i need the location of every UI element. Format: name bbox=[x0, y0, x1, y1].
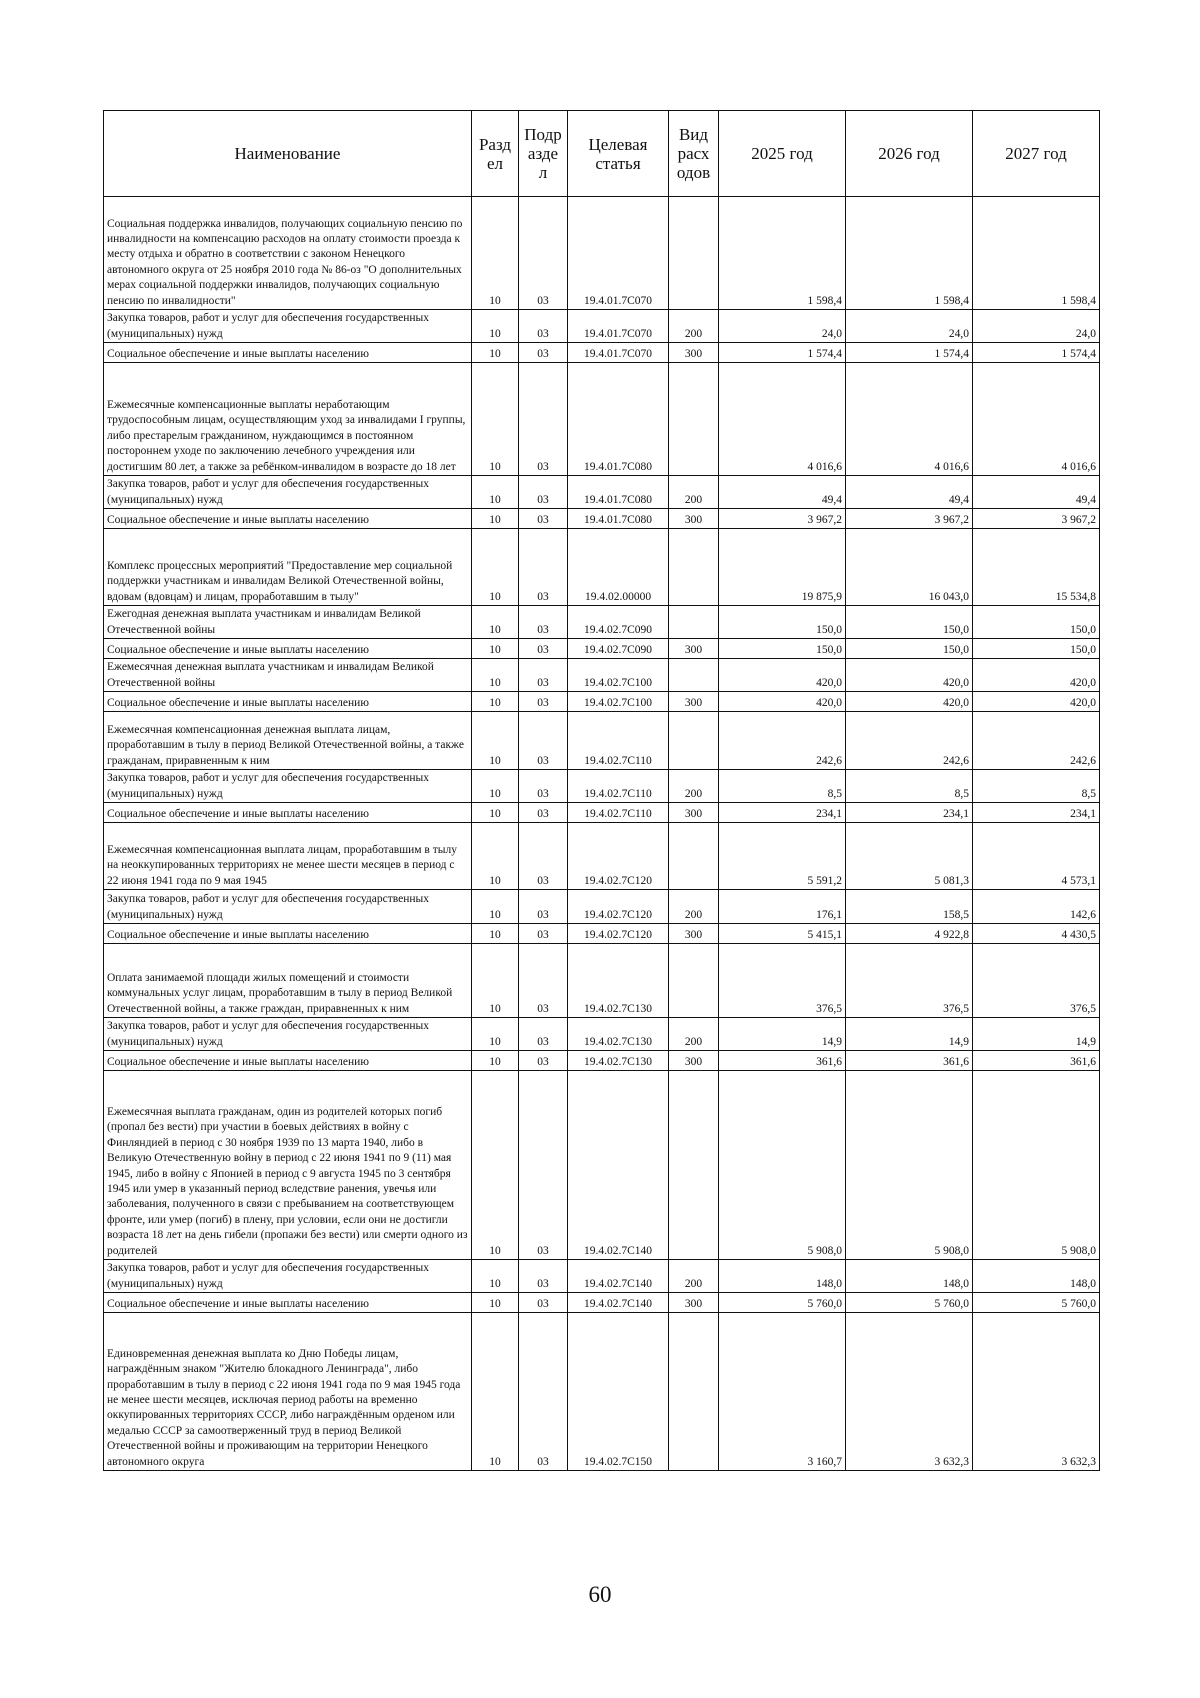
cell-target: 19.4.02.7С130 bbox=[568, 1051, 669, 1071]
cell-2027: 420,0 bbox=[973, 659, 1100, 692]
table-header-row bbox=[104, 111, 1100, 197]
cell-section: 10 bbox=[472, 1018, 519, 1051]
table-row bbox=[104, 1313, 1100, 1471]
cell-expense-type: 300 bbox=[669, 924, 719, 944]
cell-subsection: 03 bbox=[519, 1071, 568, 1260]
cell-section: 10 bbox=[472, 944, 519, 1018]
cell-target: 19.4.01.7С070 bbox=[568, 197, 669, 310]
cell-subsection: 03 bbox=[519, 606, 568, 639]
cell-target: 19.4.02.7С140 bbox=[568, 1260, 669, 1293]
cell-name: Ежемесячная компенсационная денежная выплата лицам, проработавшим в тылу в период Великой Отечественной войны, а также гражданам, приравненным к ним bbox=[104, 712, 472, 770]
cell-2026: 150,0 bbox=[846, 639, 973, 659]
cell-2027: 24,0 bbox=[973, 310, 1100, 343]
cell-name: Комплекс процессных мероприятий "Предоставление мер социальной поддержки участникам и инвалидам Великой Отечественной войны, вдовам (вдовцам) и лицам, проработавшим в тылу" bbox=[104, 529, 472, 606]
cell-expense-type bbox=[669, 197, 719, 310]
table-row bbox=[104, 476, 1100, 509]
table-row bbox=[104, 770, 1100, 803]
cell-2026: 1 598,4 bbox=[846, 197, 973, 310]
table-row bbox=[104, 509, 1100, 529]
cell-2027: 1 598,4 bbox=[973, 197, 1100, 310]
cell-2026: 3 967,2 bbox=[846, 509, 973, 529]
cell-subsection: 03 bbox=[519, 823, 568, 890]
table-row bbox=[104, 823, 1100, 890]
cell-subsection: 03 bbox=[519, 1018, 568, 1051]
cell-2027: 142,6 bbox=[973, 890, 1100, 924]
cell-2026: 4 016,6 bbox=[846, 363, 973, 476]
cell-subsection: 03 bbox=[519, 944, 568, 1018]
cell-2027: 5 760,0 bbox=[973, 1293, 1100, 1313]
cell-target: 19.4.02.00000 bbox=[568, 529, 669, 606]
cell-2027: 4 573,1 bbox=[973, 823, 1100, 890]
cell-2027: 3 967,2 bbox=[973, 509, 1100, 529]
cell-section: 10 bbox=[472, 924, 519, 944]
cell-target: 19.4.02.7С120 bbox=[568, 890, 669, 924]
cell-2027: 148,0 bbox=[973, 1260, 1100, 1293]
table-row bbox=[104, 712, 1100, 770]
cell-target: 19.4.02.7С150 bbox=[568, 1313, 669, 1471]
cell-subsection: 03 bbox=[519, 310, 568, 343]
cell-subsection: 03 bbox=[519, 639, 568, 659]
cell-2027: 242,6 bbox=[973, 712, 1100, 770]
cell-section: 10 bbox=[472, 659, 519, 692]
cell-expense-type: 200 bbox=[669, 476, 719, 509]
cell-subsection: 03 bbox=[519, 343, 568, 363]
table-row bbox=[104, 1071, 1100, 1260]
cell-subsection: 03 bbox=[519, 770, 568, 803]
cell-subsection: 03 bbox=[519, 803, 568, 823]
cell-2027: 150,0 bbox=[973, 639, 1100, 659]
cell-section: 10 bbox=[472, 712, 519, 770]
cell-target: 19.4.02.7С100 bbox=[568, 659, 669, 692]
cell-subsection: 03 bbox=[519, 197, 568, 310]
table-row bbox=[104, 529, 1100, 606]
cell-name: Социальное обеспечение и иные выплаты населению bbox=[104, 803, 472, 823]
cell-2026: 158,5 bbox=[846, 890, 973, 924]
cell-name: Ежемесячные компенсационные выплаты неработающим трудоспособным лицам, осуществляющим уход за инвалидами I группы, либо престарелым гражданином, нуждающимся в постоянном постороннем уходе по заключению лечебного учреждения или достигшим 80 лет, а также за ребёнком-инвалидом в возрасте до 18 лет bbox=[104, 363, 472, 476]
cell-name: Закупка товаров, работ и услуг для обеспечения государственных (муниципальных) нужд bbox=[104, 310, 472, 343]
cell-subsection: 03 bbox=[519, 1051, 568, 1071]
cell-2026: 148,0 bbox=[846, 1260, 973, 1293]
cell-expense-type: 300 bbox=[669, 639, 719, 659]
cell-2025: 5 760,0 bbox=[719, 1293, 846, 1313]
cell-target: 19.4.02.7С110 bbox=[568, 712, 669, 770]
cell-name: Социальное обеспечение и иные выплаты населению bbox=[104, 343, 472, 363]
header-2026: 2026 год bbox=[846, 111, 973, 197]
cell-expense-type: 200 bbox=[669, 770, 719, 803]
cell-section: 10 bbox=[472, 197, 519, 310]
cell-expense-type bbox=[669, 659, 719, 692]
cell-2026: 16 043,0 bbox=[846, 529, 973, 606]
table-row bbox=[104, 1018, 1100, 1051]
header-expense-type: Вид расх одов bbox=[669, 111, 719, 197]
cell-name: Социальное обеспечение и иные выплаты населению bbox=[104, 1293, 472, 1313]
cell-2025: 1 574,4 bbox=[719, 343, 846, 363]
cell-subsection: 03 bbox=[519, 659, 568, 692]
cell-subsection: 03 bbox=[519, 1293, 568, 1313]
cell-2025: 150,0 bbox=[719, 639, 846, 659]
table-row bbox=[104, 692, 1100, 712]
cell-section: 10 bbox=[472, 363, 519, 476]
cell-subsection: 03 bbox=[519, 509, 568, 529]
cell-2026: 14,9 bbox=[846, 1018, 973, 1051]
cell-2027: 4 430,5 bbox=[973, 924, 1100, 944]
cell-target: 19.4.02.7С140 bbox=[568, 1071, 669, 1260]
cell-2027: 150,0 bbox=[973, 606, 1100, 639]
cell-2027: 49,4 bbox=[973, 476, 1100, 509]
cell-2027: 1 574,4 bbox=[973, 343, 1100, 363]
table-body bbox=[104, 197, 1100, 1471]
cell-2026: 420,0 bbox=[846, 659, 973, 692]
cell-target: 19.4.01.7С070 bbox=[568, 343, 669, 363]
cell-section: 10 bbox=[472, 1293, 519, 1313]
cell-section: 10 bbox=[472, 692, 519, 712]
table-row bbox=[104, 310, 1100, 343]
cell-2025: 4 016,6 bbox=[719, 363, 846, 476]
cell-name: Ежемесячная компенсационная выплата лицам, проработавшим в тылу на неоккупированных территориях не менее шести месяцев в период с 22 июня 1941 года по 9 мая 1945 bbox=[104, 823, 472, 890]
cell-section: 10 bbox=[472, 1051, 519, 1071]
cell-2026: 8,5 bbox=[846, 770, 973, 803]
cell-name: Закупка товаров, работ и услуг для обеспечения государственных (муниципальных) нужд bbox=[104, 770, 472, 803]
cell-2025: 150,0 bbox=[719, 606, 846, 639]
cell-subsection: 03 bbox=[519, 890, 568, 924]
cell-name: Закупка товаров, работ и услуг для обеспечения государственных (муниципальных) нужд bbox=[104, 476, 472, 509]
cell-section: 10 bbox=[472, 1313, 519, 1471]
cell-2025: 148,0 bbox=[719, 1260, 846, 1293]
cell-2025: 1 598,4 bbox=[719, 197, 846, 310]
cell-2025: 24,0 bbox=[719, 310, 846, 343]
cell-2027: 3 632,3 bbox=[973, 1313, 1100, 1471]
cell-section: 10 bbox=[472, 803, 519, 823]
header-subsection: Подр азде л bbox=[519, 111, 568, 197]
cell-subsection: 03 bbox=[519, 1260, 568, 1293]
cell-section: 10 bbox=[472, 529, 519, 606]
cell-2027: 14,9 bbox=[973, 1018, 1100, 1051]
cell-expense-type: 200 bbox=[669, 890, 719, 924]
cell-section: 10 bbox=[472, 823, 519, 890]
cell-expense-type: 200 bbox=[669, 310, 719, 343]
cell-subsection: 03 bbox=[519, 692, 568, 712]
cell-2025: 420,0 bbox=[719, 692, 846, 712]
cell-target: 19.4.02.7С110 bbox=[568, 803, 669, 823]
cell-2027: 361,6 bbox=[973, 1051, 1100, 1071]
table-row bbox=[104, 639, 1100, 659]
table-row bbox=[104, 1051, 1100, 1071]
cell-section: 10 bbox=[472, 343, 519, 363]
cell-2026: 242,6 bbox=[846, 712, 973, 770]
cell-expense-type: 200 bbox=[669, 1260, 719, 1293]
cell-target: 19.4.02.7С130 bbox=[568, 944, 669, 1018]
cell-subsection: 03 bbox=[519, 476, 568, 509]
cell-name: Закупка товаров, работ и услуг для обеспечения государственных (муниципальных) нужд bbox=[104, 1018, 472, 1051]
cell-name: Социальное обеспечение и иные выплаты населению bbox=[104, 1051, 472, 1071]
cell-expense-type: 200 bbox=[669, 1018, 719, 1051]
cell-target: 19.4.02.7С120 bbox=[568, 924, 669, 944]
cell-2027: 420,0 bbox=[973, 692, 1100, 712]
cell-expense-type: 300 bbox=[669, 1293, 719, 1313]
cell-name: Ежемесячная выплата гражданам, один из родителей которых погиб (пропал без вести) при участии в боевых действиях в войну с Финляндией в период с 30 ноября 1939 по 13 марта 1940, либо в Великую Отечественную войну в период с 22 июня 1941 по 9 (11) мая 1945, либо в войну с Японией в период с 9 августа 1945 по 3 сентября 1945 или умер в указанный период вследствие ранения, увечья или заболевания, полученного в связи с пребыванием на соответствующем фронте, или умер (погиб) в плену, при условии, если они не достигли возраста 18 лет на день гибели (пропажи без вести) или смерти одного из родителей bbox=[104, 1071, 472, 1260]
cell-expense-type bbox=[669, 606, 719, 639]
cell-2025: 8,5 bbox=[719, 770, 846, 803]
cell-expense-type bbox=[669, 1071, 719, 1260]
cell-target: 19.4.02.7С120 bbox=[568, 823, 669, 890]
cell-2027: 4 016,6 bbox=[973, 363, 1100, 476]
cell-subsection: 03 bbox=[519, 1313, 568, 1471]
cell-target: 19.4.01.7С080 bbox=[568, 509, 669, 529]
cell-section: 10 bbox=[472, 509, 519, 529]
cell-2026: 1 574,4 bbox=[846, 343, 973, 363]
table-row bbox=[104, 343, 1100, 363]
cell-2025: 176,1 bbox=[719, 890, 846, 924]
table-row bbox=[104, 363, 1100, 476]
cell-expense-type: 300 bbox=[669, 343, 719, 363]
cell-2027: 8,5 bbox=[973, 770, 1100, 803]
cell-target: 19.4.01.7С080 bbox=[568, 476, 669, 509]
cell-2025: 234,1 bbox=[719, 803, 846, 823]
cell-2026: 234,1 bbox=[846, 803, 973, 823]
cell-expense-type bbox=[669, 529, 719, 606]
table-row bbox=[104, 1293, 1100, 1313]
header-2025: 2025 год bbox=[719, 111, 846, 197]
cell-2025: 361,6 bbox=[719, 1051, 846, 1071]
cell-2026: 376,5 bbox=[846, 944, 973, 1018]
cell-2026: 4 922,8 bbox=[846, 924, 973, 944]
cell-2025: 242,6 bbox=[719, 712, 846, 770]
cell-target: 19.4.02.7С100 bbox=[568, 692, 669, 712]
cell-section: 10 bbox=[472, 770, 519, 803]
cell-2026: 49,4 bbox=[846, 476, 973, 509]
cell-section: 10 bbox=[472, 310, 519, 343]
header-section: Разд ел bbox=[472, 111, 519, 197]
cell-2026: 150,0 bbox=[846, 606, 973, 639]
header-name: Наименование bbox=[104, 111, 472, 197]
table-row bbox=[104, 944, 1100, 1018]
cell-expense-type: 300 bbox=[669, 803, 719, 823]
cell-target: 19.4.01.7С070 bbox=[568, 310, 669, 343]
cell-section: 10 bbox=[472, 476, 519, 509]
cell-subsection: 03 bbox=[519, 712, 568, 770]
cell-expense-type bbox=[669, 823, 719, 890]
cell-name: Оплата занимаемой площади жилых помещений и стоимости коммунальных услуг лицам, проработавшим в тылу в период Великой Отечественной войны, а также граждан, приравненных к ним bbox=[104, 944, 472, 1018]
cell-expense-type: 300 bbox=[669, 1051, 719, 1071]
cell-expense-type bbox=[669, 1313, 719, 1471]
cell-name: Социальная поддержка инвалидов, получающих социальную пенсию по инвалидности на компенсацию расходов на оплату стоимости проезда к месту отдыха и обратно в соответствии с законом Ненецкого автономного округа от 25 ноября 2010 года № 86-оз "О дополнительных мерах социальной поддержки инвалидов, получающих социальную пенсию по инвалидности" bbox=[104, 197, 472, 310]
cell-subsection: 03 bbox=[519, 363, 568, 476]
cell-target: 19.4.01.7С080 bbox=[568, 363, 669, 476]
cell-2026: 3 632,3 bbox=[846, 1313, 973, 1471]
table-row bbox=[104, 659, 1100, 692]
cell-2025: 5 591,2 bbox=[719, 823, 846, 890]
cell-target: 19.4.02.7С090 bbox=[568, 639, 669, 659]
cell-2025: 3 967,2 bbox=[719, 509, 846, 529]
budget-table bbox=[103, 110, 1100, 1471]
cell-expense-type bbox=[669, 944, 719, 1018]
table-row bbox=[104, 197, 1100, 310]
cell-expense-type bbox=[669, 363, 719, 476]
cell-2026: 5 760,0 bbox=[846, 1293, 973, 1313]
cell-name: Социальное обеспечение и иные выплаты населению bbox=[104, 692, 472, 712]
cell-section: 10 bbox=[472, 639, 519, 659]
cell-section: 10 bbox=[472, 890, 519, 924]
cell-expense-type: 300 bbox=[669, 509, 719, 529]
cell-name: Социальное обеспечение и иные выплаты населению bbox=[104, 639, 472, 659]
cell-2025: 5 415,1 bbox=[719, 924, 846, 944]
table-row bbox=[104, 1260, 1100, 1293]
cell-2026: 5 081,3 bbox=[846, 823, 973, 890]
table-row bbox=[104, 803, 1100, 823]
page-number: 60 bbox=[588, 1582, 612, 1607]
cell-2027: 376,5 bbox=[973, 944, 1100, 1018]
cell-2025: 420,0 bbox=[719, 659, 846, 692]
cell-target: 19.4.02.7С130 bbox=[568, 1018, 669, 1051]
cell-2027: 5 908,0 bbox=[973, 1071, 1100, 1260]
cell-target: 19.4.02.7С110 bbox=[568, 770, 669, 803]
cell-2025: 3 160,7 bbox=[719, 1313, 846, 1471]
cell-subsection: 03 bbox=[519, 924, 568, 944]
cell-2026: 420,0 bbox=[846, 692, 973, 712]
cell-2025: 5 908,0 bbox=[719, 1071, 846, 1260]
cell-2025: 49,4 bbox=[719, 476, 846, 509]
cell-2025: 14,9 bbox=[719, 1018, 846, 1051]
table-row bbox=[104, 924, 1100, 944]
header-2027: 2027 год bbox=[973, 111, 1100, 197]
cell-2026: 361,6 bbox=[846, 1051, 973, 1071]
cell-name: Закупка товаров, работ и услуг для обеспечения государственных (муниципальных) нужд bbox=[104, 890, 472, 924]
cell-target: 19.4.02.7С090 bbox=[568, 606, 669, 639]
cell-section: 10 bbox=[472, 1260, 519, 1293]
cell-2027: 234,1 bbox=[973, 803, 1100, 823]
cell-2027: 15 534,8 bbox=[973, 529, 1100, 606]
cell-2025: 19 875,9 bbox=[719, 529, 846, 606]
cell-name: Социальное обеспечение и иные выплаты населению bbox=[104, 509, 472, 529]
cell-section: 10 bbox=[472, 606, 519, 639]
table-row bbox=[104, 606, 1100, 639]
cell-name: Социальное обеспечение и иные выплаты населению bbox=[104, 924, 472, 944]
cell-section: 10 bbox=[472, 1071, 519, 1260]
cell-name: Единовременная денежная выплата ко Дню Победы лицам, награждённым знаком "Жителю блокадного Ленинграда", либо проработавшим в тылу в период с 22 июня 1941 года по 9 мая 1945 года не менее шести месяцев, исключая период работы на временно оккупированных территориях СССР, либо награждённым орденом или медалью СССР за самоотверженный труд в период Великой Отечественной войны и проживающим на территории Ненецкого автономного округа bbox=[104, 1313, 472, 1471]
cell-subsection: 03 bbox=[519, 529, 568, 606]
header-target: Целевая статья bbox=[568, 111, 669, 197]
cell-2026: 24,0 bbox=[846, 310, 973, 343]
cell-target: 19.4.02.7С140 bbox=[568, 1293, 669, 1313]
cell-name: Ежегодная денежная выплата участникам и инвалидам Великой Отечественной войны bbox=[104, 606, 472, 639]
cell-name: Ежемесячная денежная выплата участникам и инвалидам Великой Отечественной войны bbox=[104, 659, 472, 692]
cell-expense-type bbox=[669, 712, 719, 770]
cell-2025: 376,5 bbox=[719, 944, 846, 1018]
cell-name: Закупка товаров, работ и услуг для обеспечения государственных (муниципальных) нужд bbox=[104, 1260, 472, 1293]
table-row bbox=[104, 890, 1100, 924]
cell-expense-type: 300 bbox=[669, 692, 719, 712]
cell-2026: 5 908,0 bbox=[846, 1071, 973, 1260]
